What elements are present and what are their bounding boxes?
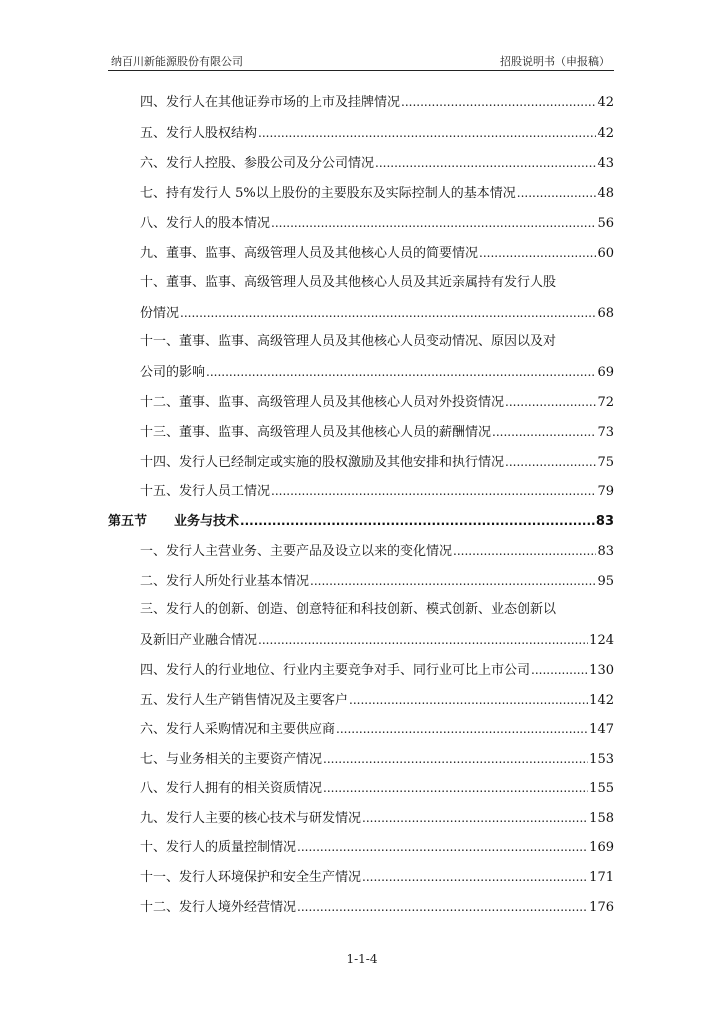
toc-entry-line1[interactable]: 十一、董事、监事、高级管理人员及其他核心人员变动情况、原因以及对 — [140, 334, 557, 349]
leader-dots — [323, 748, 588, 770]
leader-dots — [297, 836, 588, 858]
leader-dots — [323, 777, 588, 799]
leader-dots — [492, 421, 596, 443]
leader-dots — [297, 896, 588, 918]
leader-dots — [453, 540, 596, 562]
toc-entry-line1[interactable]: 十、董事、监事、高级管理人员及其他核心人员及其近亲属持有发行人股 — [140, 275, 557, 290]
toc-entry[interactable]: 八、发行人的股本情况 ..... 56 — [140, 212, 614, 234]
leader-dots — [240, 510, 595, 532]
toc-entry[interactable]: 七、持有发行人 5%以上股份的主要股东及实际控制人的基本情况 ..... 48 — [140, 182, 614, 204]
toc-entry[interactable]: 八、发行人拥有的相关资质情况 ..... 155 — [140, 777, 614, 799]
leader-dots — [401, 91, 596, 113]
toc-entry[interactable]: 九、发行人主要的核心技术与研发情况 ..... 158 — [140, 807, 614, 829]
toc-entry[interactable]: 四、发行人在其他证券市场的上市及挂牌情况 ..... 42 — [140, 91, 614, 113]
leader-dots — [479, 242, 596, 264]
section-title: 业务与技术 — [174, 514, 240, 529]
toc-entry-line1[interactable]: 三、发行人的创新、创造、创意特征和科技创新、模式创新、业态创新以 — [140, 602, 557, 617]
toc-entry[interactable]: 五、发行人股权结构 ..... 42 — [140, 122, 614, 144]
toc-entry[interactable]: 公司的影响 ..... 69 — [140, 361, 614, 383]
toc-entry[interactable]: 十五、发行人员工情况 ..... 79 — [140, 480, 614, 502]
leader-dots — [505, 391, 596, 413]
toc-entry[interactable]: 十三、董事、监事、高级管理人员及其他核心人员的薪酬情况 ..... 73 — [140, 421, 614, 443]
toc-entry[interactable]: 七、与业务相关的主要资产情况 ..... 153 — [140, 748, 614, 770]
leader-dots — [362, 807, 588, 829]
toc-section-heading[interactable]: 第五节 业务与技术 ..... 83 — [108, 510, 614, 532]
leader-dots — [375, 152, 596, 174]
page-number: 1-1-4 — [346, 952, 378, 966]
toc-entry[interactable]: 份情况 ..... 68 — [140, 302, 614, 324]
leader-dots — [310, 570, 596, 592]
section-number: 第五节 — [108, 514, 148, 529]
toc-entry[interactable]: 一、发行人主营业务、主要产品及设立以来的变化情况 ..... 83 — [140, 540, 614, 562]
leader-dots — [206, 361, 596, 383]
leader-dots — [258, 122, 596, 144]
leader-dots — [531, 659, 588, 681]
toc-entry[interactable]: 四、发行人的行业地位、行业内主要竞争对手、同行业可比上市公司 ..... 130 — [140, 659, 614, 681]
leader-dots — [258, 629, 588, 651]
toc-entry[interactable]: 十二、发行人境外经营情况 ..... 176 — [140, 896, 614, 918]
leader-dots — [336, 718, 588, 740]
leader-dots — [505, 451, 596, 473]
toc-entry[interactable]: 十一、发行人环境保护和安全生产情况 ..... 171 — [140, 866, 614, 888]
toc-entry[interactable]: 六、发行人采购情况和主要供应商 ..... 147 — [140, 718, 614, 740]
toc-entry[interactable]: 十四、发行人已经制定或实施的股权激励及其他安排和执行情况 ..... 75 — [140, 451, 614, 473]
header-document-type: 招股说明书（申报稿） — [500, 55, 610, 68]
leader-dots — [349, 689, 588, 711]
toc-entry[interactable]: 及新旧产业融合情况 ..... 124 — [140, 629, 614, 651]
header-company-name: 纳百川新能源股份有限公司 — [111, 55, 243, 68]
toc-entry[interactable]: 二、发行人所处行业基本情况 ..... 95 — [140, 570, 614, 592]
leader-dots — [271, 480, 596, 502]
leader-dots — [180, 302, 596, 324]
leader-dots — [271, 212, 596, 234]
toc-entry[interactable]: 五、发行人生产销售情况及主要客户 ..... 142 — [140, 689, 614, 711]
leader-dots — [517, 182, 597, 204]
toc-entry[interactable]: 十二、董事、监事、高级管理人员及其他核心人员对外投资情况 ..... 72 — [140, 391, 614, 413]
toc-entry[interactable]: 十、发行人的质量控制情况 ..... 169 — [140, 836, 614, 858]
toc-entry[interactable]: 六、发行人控股、参股公司及分公司情况 ..... 43 — [140, 152, 614, 174]
leader-dots — [362, 866, 588, 888]
toc-entry[interactable]: 九、董事、监事、高级管理人员及其他核心人员的简要情况 ..... 60 — [140, 242, 614, 264]
